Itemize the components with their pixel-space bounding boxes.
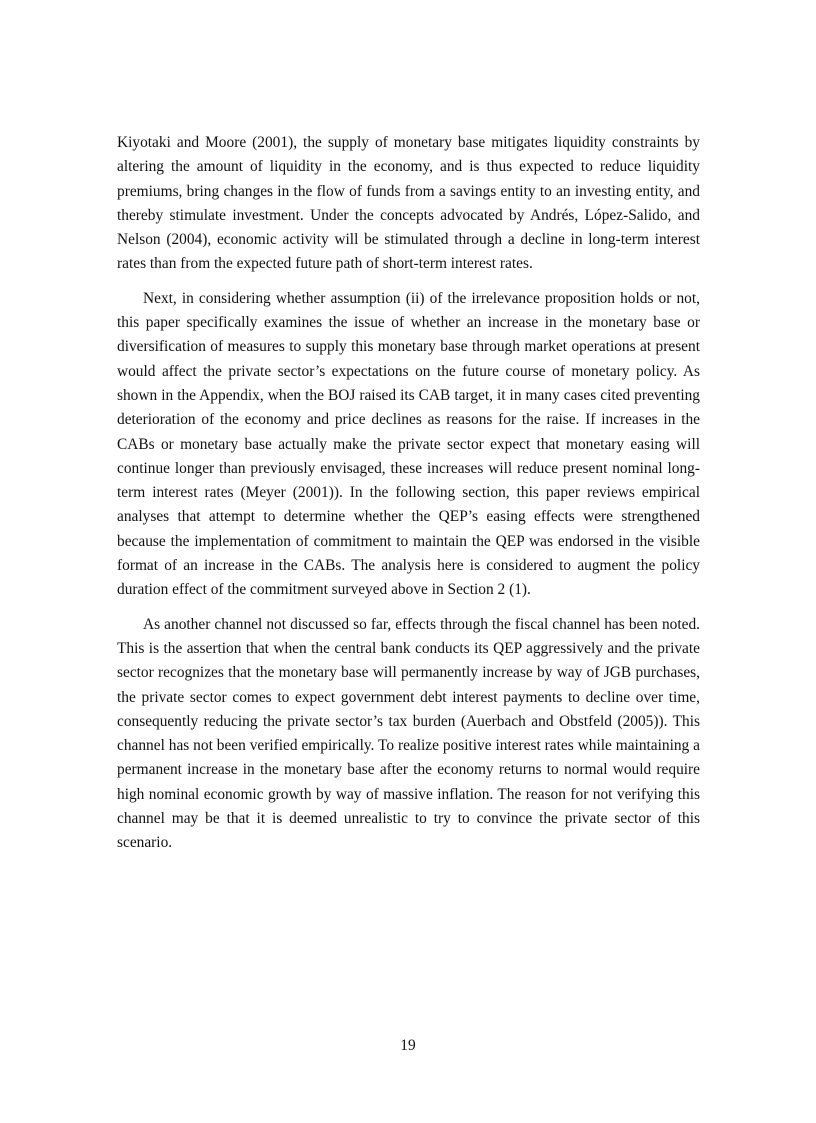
paragraph-2: Next, in considering whether assumption (ii) of the irrelevance proposition holds or not, this paper specifically examines the issue of whether an increase in the monetary base or diversification of measures to supply this monetary base through market operations at present would affect the private sector’s expectations on the future course of monetary policy. As shown in the Appendix, when the BOJ raised its CAB target, it in many cases cited preventing deterioration of the economy and price declines as reasons for the raise. If increases in the CABs or monetary base actually make the private sector expect that monetary easing will continue longer than previously envisaged, these increases will reduce present nominal long-term interest rates (Meyer (2001)). In the following section, this paper reviews empirical analyses that attempt to determine whether the QEP’s easing effects were strengthened because the implementation of commitment to maintain the QEP was endorsed in the visible format of an increase in the CABs. The analysis here is considered to augment the policy duration effect of the commitment surveyed above in Section 2 (1). — [117, 289, 700, 599]
paragraph-1: Kiyotaki and Moore (2001), the supply of monetary base mitigates liquidity constraints by altering the amount of liquidity in the economy, and is thus expected to reduce liquidity premiums, bring changes in the flow of funds from a savings entity to an investing entity, and thereby stimulate investment. Under the concepts advocated by Andrés, López-Salido, and Nelson (2004), economic activity will be stimulated through a decline in long-term interest rates than from the expected future path of short-term interest rates. — [117, 134, 700, 273]
page-number: 19 — [400, 1037, 416, 1054]
page-body — [117, 131, 700, 866]
paragraph-3: As another channel not discussed so far, effects through the fiscal channel has been noted. This is the assertion that when the central bank conducts its QEP aggressively and the private sector recognizes that the monetary base will permanently increase by way of JGB purchases, the private sector comes to expect government debt interest payments to decline over time, consequently reducing the private sector’s tax burden (Auerbach and Obstfeld (2005)). This channel has not been verified empirically. To realize positive interest rates while maintaining a permanent increase in the monetary base after the economy returns to normal would require high nominal economic growth by way of massive inflation. The reason for not verifying this channel may be that it is deemed unrealistic to try to convince the private sector of this scenario. — [117, 615, 700, 852]
